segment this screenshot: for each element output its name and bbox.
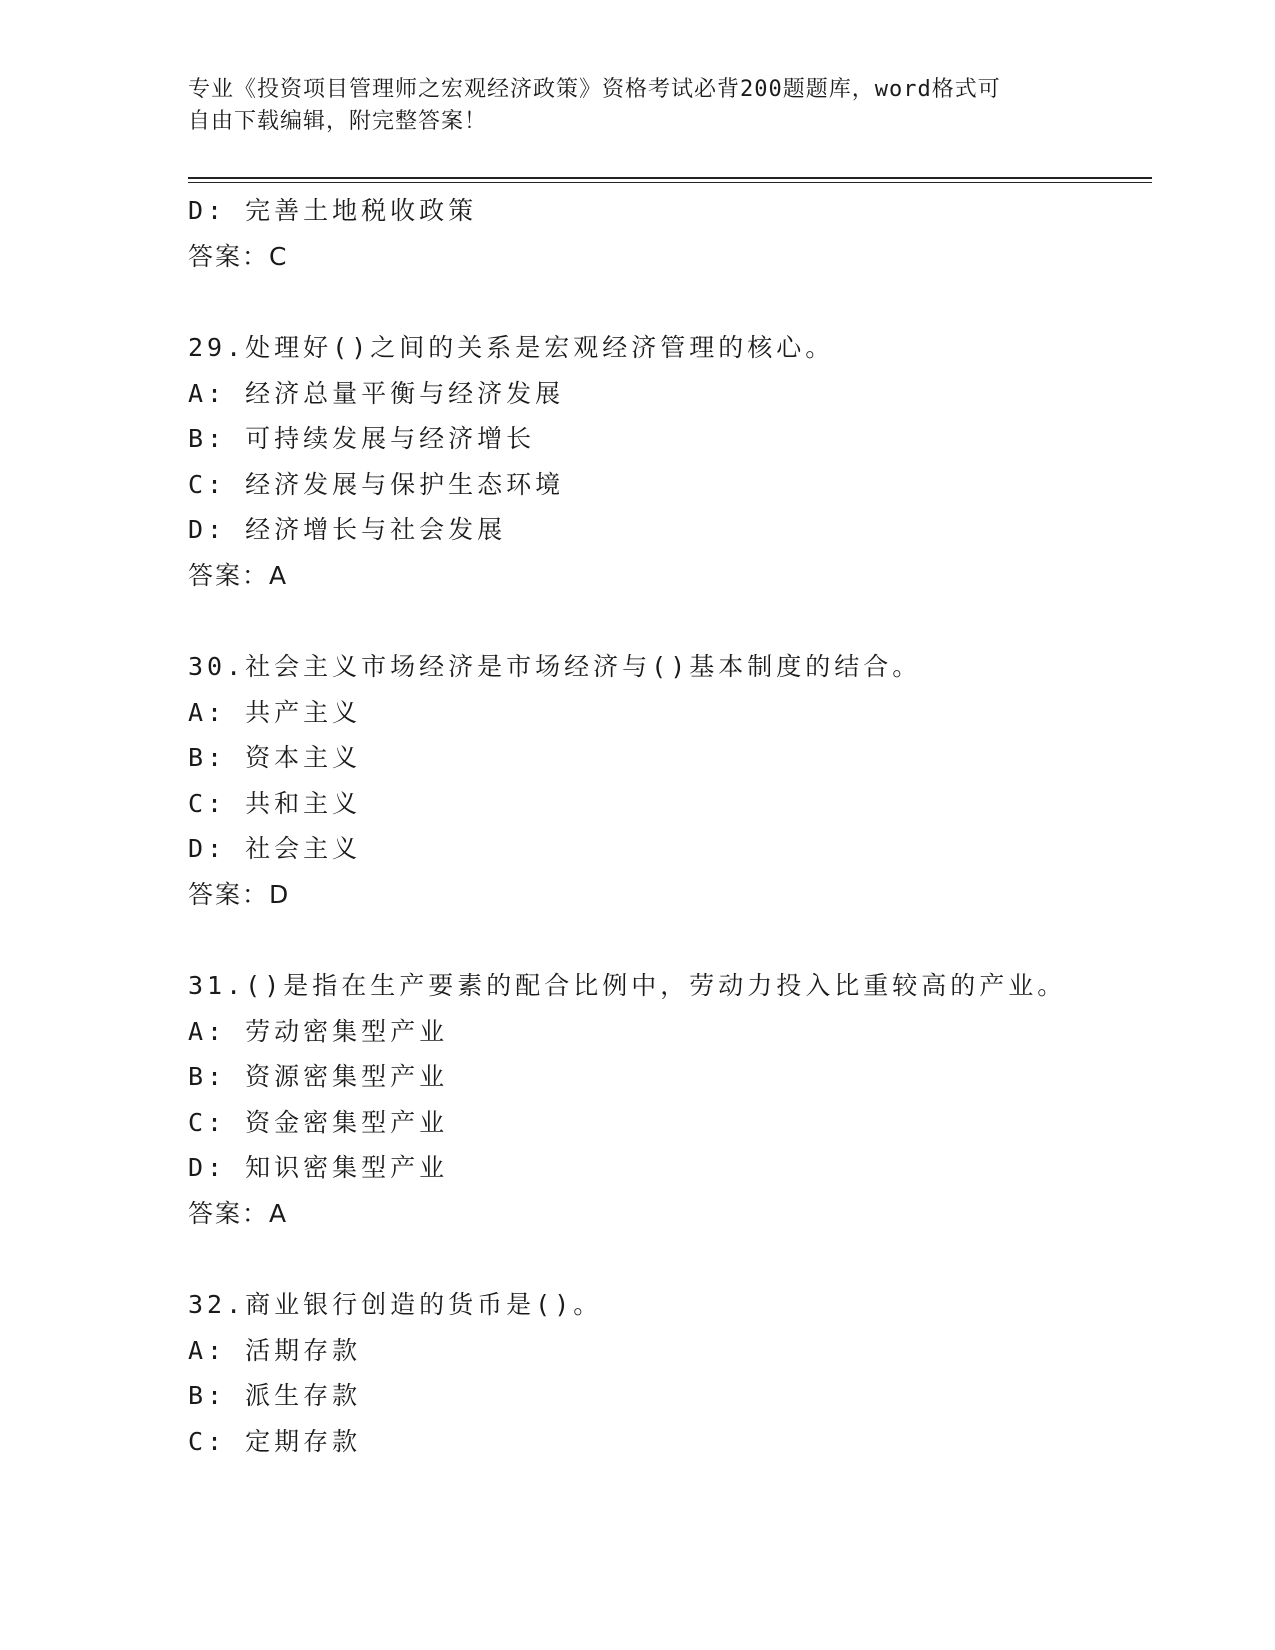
option-a: A: 劳动密集型产业 bbox=[188, 1016, 449, 1046]
header-divider-thick bbox=[188, 177, 1152, 179]
question-block-29 bbox=[188, 325, 1148, 598]
document-header bbox=[188, 74, 1068, 138]
option-d: D: 经济增长与社会发展 bbox=[188, 515, 507, 544]
answer-line: 答案：D bbox=[188, 879, 291, 909]
option-c: C: 资金密集型产业 bbox=[188, 1107, 449, 1137]
option-a: A: 共产主义 bbox=[188, 697, 362, 727]
option-d: D: 知识密集型产业 bbox=[188, 1153, 449, 1182]
answer-line: 答案：C bbox=[188, 241, 289, 271]
option-b: B: 可持续发展与经济增长 bbox=[188, 424, 536, 453]
question-block-30 bbox=[188, 644, 1148, 917]
option-b: B: 派生存款 bbox=[188, 1381, 362, 1410]
question-text: 29.处理好()之间的关系是宏观经济管理的核心。 bbox=[188, 333, 835, 362]
question-text: 31.()是指在生产要素的配合比例中，劳动力投入比重较高的产业。 bbox=[188, 971, 1067, 1000]
spacer bbox=[188, 279, 1148, 325]
option-a: A: 经济总量平衡与经济发展 bbox=[188, 378, 565, 408]
answer-line: 答案：A bbox=[188, 1198, 289, 1228]
spacer bbox=[188, 1236, 1148, 1282]
spacer bbox=[188, 598, 1148, 644]
option-c: C: 定期存款 bbox=[188, 1426, 362, 1456]
header-divider-thin bbox=[188, 182, 1152, 183]
option-c: C: 共和主义 bbox=[188, 788, 362, 818]
question-block-32 bbox=[188, 1282, 1148, 1464]
question-list bbox=[188, 188, 1148, 1464]
option-a: A: 活期存款 bbox=[188, 1335, 362, 1365]
header-line-2: 自由下载编辑，附完整答案！ bbox=[188, 109, 488, 134]
option-d: D: 完善土地税收政策 bbox=[188, 196, 478, 225]
question-text: 30.社会主义市场经济是市场经济与()基本制度的结合。 bbox=[188, 652, 922, 681]
question-block-31 bbox=[188, 963, 1148, 1236]
spacer bbox=[188, 917, 1148, 963]
option-b: B: 资源密集型产业 bbox=[188, 1062, 449, 1091]
header-line-1: 专业《投资项目管理师之宏观经济政策》资格考试必背200题题库，word格式可 bbox=[188, 77, 1001, 102]
option-d: D: 社会主义 bbox=[188, 834, 362, 863]
answer-line: 答案：A bbox=[188, 560, 289, 590]
option-c: C: 经济发展与保护生态环境 bbox=[188, 469, 565, 499]
question-text: 32.商业银行创造的货币是()。 bbox=[188, 1290, 603, 1319]
option-b: B: 资本主义 bbox=[188, 743, 362, 772]
